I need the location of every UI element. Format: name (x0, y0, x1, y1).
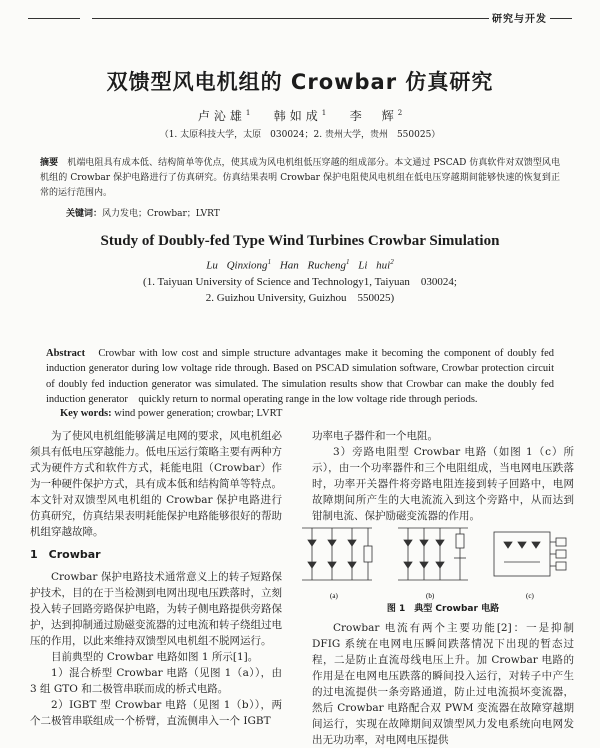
figure-sublabel-c: (c) (526, 592, 534, 600)
author-sup: 1 (321, 109, 327, 117)
paper-title-en: Study of Doubly-fed Type Wind Turbines Crowbar Simulation (100, 233, 500, 249)
paragraph: 为了使风电机组能够满足电网的要求，风电机组必须具有低电压穿越能力。低电压运行策略主要有两种方式为硬件方式和软件方式，耗能电阻（Crowbar）作为一种硬件保护方式，具有成本低和结构简单等特点。本文针对双馈型风电机组的 Crowbar 保护电路进行仿真研究，仿真结果表明耗能保护电路能够很好的帮助机组穿越故障。 (30, 430, 282, 538)
figure-sublabel-b: (b) (426, 592, 435, 600)
circuit-a-diagram (302, 528, 372, 580)
body-right-top (312, 428, 574, 524)
author-sup-en: 1 (267, 258, 272, 266)
author-name: 李 辉 (349, 109, 398, 123)
figure-1-caption: 图 1 典型 Crowbar 电路 (386, 604, 500, 614)
affiliation-en-line2: 2. Guizhou University, Guizhou 550025) (205, 292, 395, 304)
paragraph: 3）旁路电阻型 Crowbar 电路（如图 1（c）所示），由一个功率器件和三个电阻组成，当电网电压跌落时，功率开关器件将旁路电阻连接到转子回路中，电网故障期间所产生的大电流流入到这个旁路中，从而达到钳制电流、保护励磁变流器的作用。 (312, 446, 574, 522)
figure-1-circuits (290, 518, 585, 608)
paper-title-zh: 双馈型风电机组的 Crowbar 仿真研究 (106, 70, 494, 94)
affiliation-en-line1: (1. Taiyuan University of Science and Technology1, Taiyuan 030024; (143, 276, 457, 288)
keywords-zh-label: 关键词： (66, 209, 103, 219)
author-name-en: Lu Qinxiong (206, 259, 268, 272)
abstract-zh-label: 摘要 (40, 158, 59, 168)
keywords-en (60, 408, 282, 419)
author-sup: 2 (397, 109, 403, 117)
paragraph: Crowbar 电流有两个主要功能[2]：一是抑制 DFIG 系统在电网电压瞬间跌落情况下出现的暂态过程，二是防止直流母线电压上升。加 Crowbar 电路的作用是在电网电压跌落的瞬间投入运行，对转子中产生的过电流提供一条旁路通道，防止过电流损坏变流器，然后 Crowbar 电路配合双 PWM 变流器在故障穿越期间运行，实现在故障期间双馈型风力发电系统向电网发出无功功率，对电网电压提供 (312, 622, 574, 746)
abstract-zh-text: 机端电阻具有成本低、结构简单等优点，使其成为风电机组低压穿越的组成部分。本文通过 PSCAD 仿真软件对双馈型风电机组的 Crowbar 保护电路进行了仿真研究。仿真结果表明 Crowbar 保护电阻使风电机组在低电压穿越期间能够快速的恢复到正常的运行范围内。 (40, 158, 560, 198)
author-name-en: Han Rucheng (279, 259, 346, 272)
author-list-en (0, 258, 600, 272)
body-right-bottom (312, 620, 574, 748)
paragraph: Crowbar 保护电路技术通常意义上的转子短路保护技术，目的在于当检测到电网出现电压跌落时，立刻投入转子回路旁路保护电路，为转子侧电路提供旁路保护，达到抑制通过励磁变流器的过电流和转子绕组过电压的作用，以此来维持双馈型风电机组不脱网运行。 (30, 571, 282, 647)
abstract-en-text: Crowbar with low cost and simple structure advantages make it becoming the component of doubly fed induction generator during low voltage ride through. Based on PSCAD simulation software, Crowbar protection circuit of doubly fed induction generator was simulated. The simulation results show that Crowbar can make the doubly fed induction generator quickly return to normal operating range in the low voltage ride through periods. (46, 348, 554, 405)
keywords-en-text: wind power generation; crowbar; LVRT (111, 408, 283, 419)
author-sup-en: 2 (390, 258, 394, 266)
header-rule-left (28, 18, 80, 19)
paragraph: 目前典型的 Crowbar 电路如图 1 所示[1]。 (51, 651, 259, 663)
paragraph: 2）IGBT 型 Crowbar 电路（见图 1（b）），两个二极管串联组成一个桥臂，直流侧串入一个 IGBT (30, 699, 282, 727)
author-name: 卢沁雄 (197, 109, 246, 123)
abstract-en-label: Abstract (46, 348, 86, 359)
paragraph-continued: 功率电子器件和一个电阻。 (312, 430, 438, 442)
author-sup-en: 1 (346, 258, 350, 266)
affiliation-zh: （1. 太原科技大学，太原 030024；2. 贵州大学，贵州 550025） (159, 130, 441, 140)
abstract-en (46, 346, 554, 407)
abstract-zh (40, 156, 560, 201)
paragraph: 1）混合桥型 Crowbar 电路（见图 1（a）），由 3 组 GTO 和二极管串联而成的桥式电路。 (30, 667, 282, 695)
keywords-zh (66, 206, 220, 219)
affiliation-en (0, 274, 600, 306)
author-sup: 1 (245, 109, 251, 117)
section-tag: 研究与开发 (489, 10, 550, 25)
section-heading-1: 1 Crowbar (30, 548, 101, 561)
author-list-zh (0, 107, 600, 124)
header-rule-middle (92, 18, 492, 19)
figure-sublabel-a: (a) (330, 592, 338, 600)
author-name-en: Li hui (358, 259, 391, 272)
body-left-section1 (30, 569, 282, 729)
keywords-en-label: Key words: (60, 408, 112, 419)
circuit-c-diagram (494, 532, 566, 576)
circuit-b-diagram (398, 528, 468, 580)
keywords-zh-text: 风力发电；Crowbar；LVRT (102, 209, 220, 219)
author-name: 韩如成 (273, 109, 322, 123)
body-left-intro (30, 428, 282, 540)
